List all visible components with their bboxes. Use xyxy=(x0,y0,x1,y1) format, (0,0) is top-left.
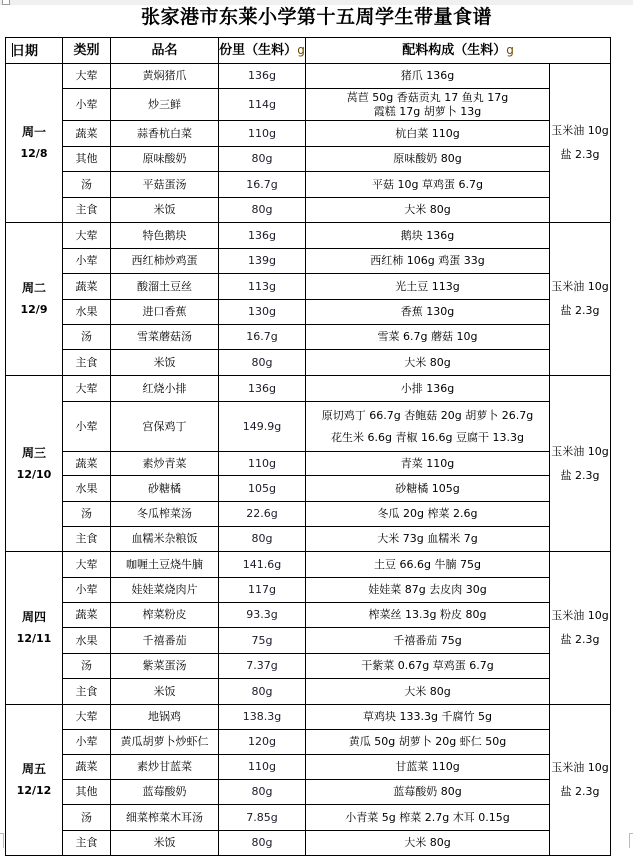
day-name: 周一 xyxy=(21,125,46,139)
category-cell: 小荤 xyxy=(63,249,111,274)
category-cell: 大荤 xyxy=(63,376,111,402)
menu-body xyxy=(6,64,611,856)
ingredient-line: 鹅块 136g xyxy=(400,228,455,242)
header-row xyxy=(6,38,611,64)
dish-cell: 素炒青菜 xyxy=(111,452,219,476)
dish-cell: 进口香蕉 xyxy=(111,300,219,325)
table-row xyxy=(6,578,611,603)
oil-amount: 玉米油 10g xyxy=(551,761,609,774)
table-row xyxy=(6,805,611,831)
category-cell: 小荤 xyxy=(63,578,111,603)
portion-cell: 113g xyxy=(219,274,306,300)
table-row xyxy=(6,679,611,705)
ingredients-cell xyxy=(306,376,550,402)
dish-cell: 米饭 xyxy=(111,831,219,856)
table-row xyxy=(6,730,611,755)
ingredient-line: 猪爪 136g xyxy=(400,69,455,82)
header-ingredients: 配料构成（生料）g xyxy=(306,38,611,64)
portion-cell: 136g xyxy=(219,376,306,402)
portion-cell: 114g xyxy=(219,89,306,121)
ingredients-cell xyxy=(306,121,550,147)
ingredient-line: 娃娃菜 87g 去皮肉 30g xyxy=(368,583,487,596)
category-cell: 蔬菜 xyxy=(63,274,111,300)
salt-amount: 盐 2.3g xyxy=(560,304,600,317)
ingredient-line: 小排 136g xyxy=(400,381,455,395)
salt-amount: 盐 2.3g xyxy=(560,148,600,161)
ingredients-cell xyxy=(306,603,550,628)
ingredient-line: 光土豆 113g xyxy=(395,279,460,293)
ingredients-cell xyxy=(306,527,550,552)
table-row xyxy=(6,552,611,578)
table-row xyxy=(6,147,611,172)
portion-cell: 110g xyxy=(219,452,306,476)
ingredients-cell xyxy=(306,654,550,679)
oil-amount: 玉米油 10g xyxy=(551,444,609,458)
ingredient-line: 大米 80g xyxy=(404,836,451,849)
day-cell xyxy=(6,223,63,376)
dish-cell: 血糯米杂粮饭 xyxy=(111,527,219,552)
ingredients-cell xyxy=(306,730,550,755)
dish-cell: 红烧小排 xyxy=(111,376,219,402)
category-cell: 主食 xyxy=(63,198,111,223)
portion-cell: 117g xyxy=(219,578,306,603)
salt-amount: 盐 2.3g xyxy=(560,633,600,646)
dish-cell: 冬瓜榨菜汤 xyxy=(111,502,219,527)
portion-cell: 93.3g xyxy=(219,603,306,628)
ingredient-line: 大米 80g xyxy=(404,355,451,369)
portion-cell: 120g xyxy=(219,730,306,755)
ingredients-cell xyxy=(306,578,550,603)
dish-cell: 雪菜蘑菇汤 xyxy=(111,325,219,350)
category-cell: 小荤 xyxy=(63,730,111,755)
ingredients-cell xyxy=(306,402,550,452)
header-category: 类别 xyxy=(63,38,111,64)
dish-cell: 米饭 xyxy=(111,350,219,376)
table-row xyxy=(6,223,611,249)
category-cell: 主食 xyxy=(63,527,111,552)
header-portion: 份里（生料）g xyxy=(219,38,306,64)
day-date: 12/12 xyxy=(16,784,52,797)
ingredients-cell xyxy=(306,476,550,502)
day-name: 周二 xyxy=(21,281,46,295)
category-cell: 其他 xyxy=(63,780,111,805)
page-edge-marker-right xyxy=(629,833,633,848)
ingredient-line: 蓝莓酸奶 80g xyxy=(393,785,462,798)
ingredient-line: 大米 80g xyxy=(404,203,451,216)
portion-cell: 136g xyxy=(219,223,306,249)
ingredient-line: 干紫菜 0.67g 草鸡蛋 6.7g xyxy=(361,659,494,672)
ingredients-cell xyxy=(306,780,550,805)
ingredients-cell xyxy=(306,198,550,223)
category-cell: 小荤 xyxy=(63,402,111,452)
ingredient-line: 霞糕 17g 胡萝卜 13g xyxy=(373,104,482,118)
ingredient-line: 冬瓜 20g 榨菜 2.6g xyxy=(377,507,478,520)
table-row xyxy=(6,654,611,679)
portion-cell: 7.85g xyxy=(219,805,306,831)
ingredients-cell xyxy=(306,628,550,654)
portion-cell: 16.7g xyxy=(219,172,306,198)
oil-salt-cell xyxy=(550,705,611,856)
table-row xyxy=(6,274,611,300)
dish-cell: 千禧番茄 xyxy=(111,628,219,654)
table-row xyxy=(6,402,611,452)
dish-cell: 黄瓜胡萝卜炒虾仁 xyxy=(111,730,219,755)
table-row xyxy=(6,705,611,730)
category-cell: 其他 xyxy=(63,147,111,172)
ingredients-cell xyxy=(306,831,550,856)
ingredient-line: 榨菜丝 13.3g 粉皮 80g xyxy=(368,608,487,621)
table-row xyxy=(6,831,611,856)
table-row xyxy=(6,89,611,121)
dish-cell: 砂糖橘 xyxy=(111,476,219,502)
portion-cell: 80g xyxy=(219,198,306,223)
table-row xyxy=(6,121,611,147)
ingredients-cell xyxy=(306,805,550,831)
portion-cell: 80g xyxy=(219,350,306,376)
day-date: 12/8 xyxy=(20,147,48,160)
oil-salt-cell xyxy=(550,376,611,552)
ingredients-cell xyxy=(306,679,550,705)
day-name: 周三 xyxy=(21,445,46,460)
day-name: 周五 xyxy=(21,762,46,776)
ingredient-line: 黄瓜 50g 胡萝卜 20g 虾仁 50g xyxy=(348,735,507,748)
day-cell xyxy=(6,64,63,223)
day-date: 12/9 xyxy=(20,303,48,316)
day-cell xyxy=(6,552,63,705)
category-cell: 主食 xyxy=(63,831,111,856)
portion-cell: 110g xyxy=(219,121,306,147)
category-cell: 汤 xyxy=(63,654,111,679)
category-cell: 主食 xyxy=(63,679,111,705)
dish-cell: 米饭 xyxy=(111,198,219,223)
dish-cell: 紫菜蛋汤 xyxy=(111,654,219,679)
oil-salt-cell xyxy=(550,552,611,705)
category-cell: 蔬菜 xyxy=(63,603,111,628)
category-cell: 蔬菜 xyxy=(63,755,111,780)
category-cell: 蔬菜 xyxy=(63,452,111,476)
ingredient-line: 杭白菜 110g xyxy=(395,126,460,140)
dish-cell: 平菇蛋汤 xyxy=(111,172,219,198)
dish-cell: 娃娃菜烧肉片 xyxy=(111,578,219,603)
header-date: 日期 xyxy=(6,38,63,64)
dish-cell: 西红柿炒鸡蛋 xyxy=(111,249,219,274)
category-cell: 水果 xyxy=(63,476,111,502)
category-cell: 大荤 xyxy=(63,223,111,249)
salt-amount: 盐 2.3g xyxy=(560,785,600,798)
ingredients-cell xyxy=(306,552,550,578)
category-cell: 大荤 xyxy=(63,64,111,89)
day-date: 12/11 xyxy=(16,632,52,645)
ingredient-line: 大米 73g 血糯米 7g xyxy=(377,532,478,545)
ingredients-cell xyxy=(306,89,550,121)
table-row xyxy=(6,172,611,198)
day-cell xyxy=(6,705,63,856)
table-row xyxy=(6,476,611,502)
table-row xyxy=(6,376,611,402)
header-dish: 品名 xyxy=(111,38,219,64)
table-row xyxy=(6,300,611,325)
ingredients-cell xyxy=(306,274,550,300)
category-cell: 汤 xyxy=(63,502,111,527)
day-name: 周四 xyxy=(21,610,46,624)
ingredients-cell xyxy=(306,325,550,350)
ingredient-line: 香蕉 130g xyxy=(400,305,455,318)
ingredients-cell xyxy=(306,502,550,527)
ingredient-line: 砂糖橘 105g xyxy=(395,481,460,495)
dish-cell: 地锅鸡 xyxy=(111,705,219,730)
portion-cell: 80g xyxy=(219,147,306,172)
table-row xyxy=(6,502,611,527)
portion-cell: 141.6g xyxy=(219,552,306,578)
dish-cell: 宫保鸡丁 xyxy=(111,402,219,452)
salt-amount: 盐 2.3g xyxy=(560,468,600,482)
table-row xyxy=(6,452,611,476)
table-row xyxy=(6,249,611,274)
ingredients-cell xyxy=(306,705,550,730)
portion-cell: 130g xyxy=(219,300,306,325)
ingredient-line: 原切鸡丁 66.7g 杏鲍菇 20g 胡萝卜 26.7g xyxy=(321,408,534,422)
dish-cell: 特色鹅块 xyxy=(111,223,219,249)
ingredients-cell xyxy=(306,172,550,198)
category-cell: 汤 xyxy=(63,325,111,350)
category-cell: 水果 xyxy=(63,628,111,654)
table-row xyxy=(6,64,611,89)
day-date: 12/10 xyxy=(16,467,52,481)
oil-salt-cell xyxy=(550,223,611,376)
ingredient-line: 甘蓝菜 110g xyxy=(395,760,460,773)
category-cell: 小荤 xyxy=(63,89,111,121)
ingredient-line: 原味酸奶 80g xyxy=(393,152,462,165)
ingredient-line: 莴苣 50g 香菇贡丸 17 鱼丸 17g xyxy=(346,90,509,104)
page-edge-marker-left xyxy=(0,833,4,848)
oil-amount: 玉米油 10g xyxy=(551,280,609,293)
ingredients-cell xyxy=(306,300,550,325)
oil-amount: 玉米油 10g xyxy=(551,124,609,137)
portion-cell: 139g xyxy=(219,249,306,274)
ingredients-cell xyxy=(306,249,550,274)
portion-cell: 75g xyxy=(219,628,306,654)
ingredients-cell xyxy=(306,64,550,89)
dish-cell: 榨菜粉皮 xyxy=(111,603,219,628)
portion-cell: 80g xyxy=(219,679,306,705)
category-cell: 主食 xyxy=(63,350,111,376)
menu-table xyxy=(5,37,611,856)
dish-cell: 蒜香杭白菜 xyxy=(111,121,219,147)
ingredients-cell xyxy=(306,452,550,476)
table-row xyxy=(6,755,611,780)
portion-cell: 80g xyxy=(219,527,306,552)
category-cell: 汤 xyxy=(63,172,111,198)
dish-cell: 原味酸奶 xyxy=(111,147,219,172)
ingredients-cell xyxy=(306,223,550,249)
portion-cell: 105g xyxy=(219,476,306,502)
portion-cell: 7.37g xyxy=(219,654,306,679)
dish-cell: 蓝莓酸奶 xyxy=(111,780,219,805)
table-row xyxy=(6,325,611,350)
ingredient-line: 西红柿 106g 鸡蛋 33g xyxy=(370,254,485,267)
ingredient-line: 小青菜 5g 榨菜 2.7g 木耳 0.15g xyxy=(345,810,510,824)
ingredients-cell xyxy=(306,147,550,172)
portion-cell: 149.9g xyxy=(219,402,306,452)
ingredient-line: 青菜 110g xyxy=(400,456,455,470)
category-cell: 水果 xyxy=(63,300,111,325)
portion-cell: 110g xyxy=(219,755,306,780)
table-row xyxy=(6,198,611,223)
ingredient-line: 草鸡块 133.3g 千腐竹 5g xyxy=(363,710,492,723)
dish-cell: 炒三鲜 xyxy=(111,89,219,121)
dish-cell: 酸溜土豆丝 xyxy=(111,274,219,300)
table-row xyxy=(6,527,611,552)
portion-cell: 136g xyxy=(219,64,306,89)
ingredients-cell xyxy=(306,755,550,780)
portion-cell: 22.6g xyxy=(219,502,306,527)
category-cell: 汤 xyxy=(63,805,111,831)
ingredient-line: 大米 80g xyxy=(404,684,451,698)
ingredients-cell xyxy=(306,350,550,376)
dish-cell: 米饭 xyxy=(111,679,219,705)
table-row xyxy=(6,350,611,376)
portion-cell: 80g xyxy=(219,831,306,856)
dish-cell: 咖喱土豆烧牛腩 xyxy=(111,552,219,578)
day-cell xyxy=(6,376,63,552)
portion-cell: 16.7g xyxy=(219,325,306,350)
ingredient-line: 平菇 10g 草鸡蛋 6.7g xyxy=(372,177,483,191)
dish-cell: 细菜榨菜木耳汤 xyxy=(111,805,219,831)
category-cell: 大荤 xyxy=(63,552,111,578)
ingredient-line: 土豆 66.6g 牛腩 75g xyxy=(374,557,481,571)
ingredient-line: 花生米 6.6g 青椒 16.6g 豆腐干 13.3g xyxy=(331,430,524,444)
category-cell: 蔬菜 xyxy=(63,121,111,147)
ingredient-line: 千禧番茄 75g xyxy=(393,633,462,647)
table-row xyxy=(6,603,611,628)
ingredient-line: 雪菜 6.7g 蘑菇 10g xyxy=(377,330,478,343)
portion-cell: 80g xyxy=(219,780,306,805)
category-cell: 大荤 xyxy=(63,705,111,730)
portion-cell: 138.3g xyxy=(219,705,306,730)
dish-cell: 黄焖猪爪 xyxy=(111,64,219,89)
page-title: 张家港市东莱小学第十五周学生带量食谱 xyxy=(140,6,492,28)
oil-amount: 玉米油 10g xyxy=(551,609,609,622)
dish-cell: 素炒甘蓝菜 xyxy=(111,755,219,780)
table-row xyxy=(6,780,611,805)
oil-salt-cell xyxy=(550,64,611,223)
table-row xyxy=(6,628,611,654)
